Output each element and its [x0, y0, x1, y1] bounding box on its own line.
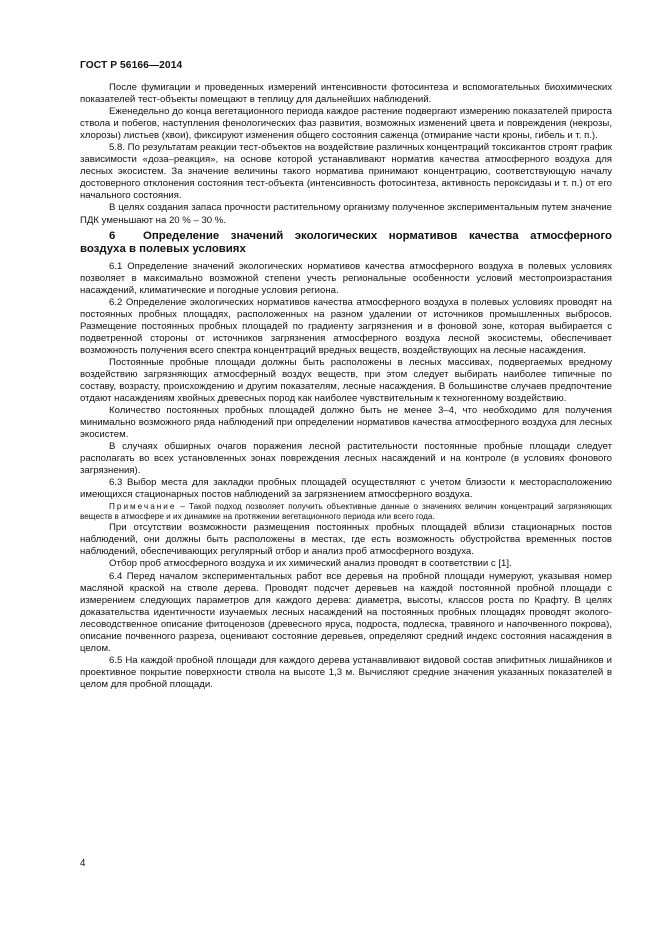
note-text: – Такой подход позволяет получить объективные данные о значениях величин концентраций загрязняющих веществ в атмосфере и их динамике на протяжении вегетационного периода или всего года. — [80, 501, 612, 521]
paragraph: После фумигации и проведенных измерений интенсивности фотосинтеза и вспомогательных биохимических показателей тест-объекты помещают в теплицу для дальнейших наблюдений. — [80, 82, 612, 106]
paragraph: 6.3 Выбор места для закладки пробных площадей осуществляют с учетом близости к месторасположению имеющихся стационарных постов наблюдений за загрязнением атмосферного воздуха. — [80, 477, 612, 501]
paragraph: При отсутствии возможности размещения постоянных пробных площадей вблизи стационарных постов наблюдений, они должны быть расположены в местах, где есть возможность обустройства временных постов наблюдений, обеспечивающих регулярный отбор и анализ проб атмосферного воздуха. — [80, 522, 612, 558]
section-title: Определение значений экологических нормативов качества атмосферного воздуха в полевых условиях — [80, 229, 612, 256]
document-header: ГОСТ Р 56166—2014 — [80, 60, 183, 71]
document-body — [80, 82, 612, 691]
paragraph: 6.2 Определение экологических нормативов качества атмосферного воздуха в полевых условиях проводят на постоянных пробных площадях, расположенных на разном удалении от источников промышленных выбросов. Размещение постоянных пробных площадей по градиенту загрязнения и в фоновой зоне, которая выбирается с подветренной стороны от источников загрязнения атмосферного воздуха лесной экосистемы, обеспечивает возможность получения всего спектра концентраций вредных веществ, воздействующих на лесные насаждения. — [80, 296, 612, 356]
paragraph: Количество постоянных пробных площадей должно быть не менее 3–4, что необходимо для получения минимально возможного ряда наблюдений при определении нормативов качества атмосферного воздуха для лесных экосистем. — [80, 405, 612, 441]
page-number: 4 — [80, 858, 86, 869]
paragraph: 6.4 Перед началом экспериментальных работ все деревья на пробной площади нумеруют, указывая номер масляной краской на стволе дерева. Проводят подсчет деревьев на каждой постоянной пробной площади с измерением следующих параметров для каждого дерева: диаметра, высоты, классов роста по Крафту. В целях доказательства идентичности изучаемых лесных насаждений на постоянных пробных площадях проводят эколого- лесоводственное описание фитоценозов (древесного яруса, подроста, подлеска, травяного и напочвенного покрова), описание почвенного разреза, оценивают состояние деревьев, определяют средний индекс состояния насаждения в целом. — [80, 570, 612, 654]
section-heading — [80, 230, 612, 257]
paragraph: Постоянные пробные площади должны быть расположены в лесных массивах, подвергаемых вредному воздействию загрязняющих атмосферный воздух веществ, при этом следует выбирать наиболее типичные по составу, возрасту, происхождению и другим показателям, лесные насаждения. В большинстве случаев предпочтение отдают насаждениям хвойных древесных пород как наиболее чувствительным к техногенному воздействию. — [80, 356, 612, 405]
paragraph: Отбор проб атмосферного воздуха и их химический анализ проводят в соответствии с [1]. — [109, 558, 512, 570]
section-number: 6 — [109, 229, 116, 242]
note — [80, 502, 612, 523]
paragraph: 6.1 Определение значений экологических нормативов качества атмосферного воздуха в полевых условиях позволяет в максимально возможной степени учесть региональные особенности условий местопроизрастания насаждений, климатические и погодные условия региона. — [80, 260, 612, 296]
note-label: Примечание — [109, 501, 177, 511]
paragraph: Еженедельно до конца вегетационного периода каждое растение подвергают измерению показателей прироста ствола и побегов, наступления фенологических фаз развития, возможных изменений цвета и повреждения (некрозы, хлорозы) листьев (хвои), фиксируют изменения общего состояния саженца (отмирание части кроны, гибель и т. п.). — [80, 106, 612, 142]
paragraph: 5.8. По результатам реакции тест-объектов на воздействие различных концентраций токсикантов строят график зависимости «доза–реакция», на основе которой устанавливают норматив качества атмосферного воздуха для лесных экосистем. За значение величины такого норматива принимают концентрацию, соответствующую началу достоверного отклонения состояния тест-объекта (интенсивность фотосинтеза, активность пероксидазы и т. п.) от его начального состояния. — [80, 142, 612, 202]
paragraph: В целях создания запаса прочности растительному организму полученное экспериментальным путем значение ПДК уменьшают на 20 % – 30 %. — [80, 202, 612, 226]
paragraph: В случаях обширных очагов поражения лесной растительности постоянные пробные площади следует располагать во всех установленных зонах повреждения лесных насаждений и на контроле (в условиях фонового загрязнения). — [80, 441, 612, 477]
paragraph: 6.5 На каждой пробной площади для каждого дерева устанавливают видовой состав эпифитных лишайников и проективное покрытие поверхности ствола на высоте 1,3 м. Вычисляют средние значения указанных показателей в целом для пробной площади. — [80, 654, 612, 690]
